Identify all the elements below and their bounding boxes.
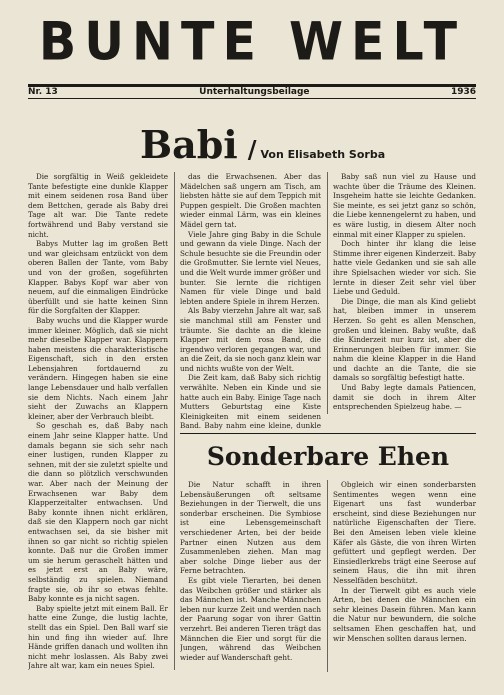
paragraph: Baby spielte jetzt mit einem Ball. Er hatte eine Zunge, die lustig lachte, stellt das ein Spiel. Den Ball warf sie hin und fing ihn wieder auf. Ihre Hände griffen danach und wollten ihn nicht mehr loslassen. Als Baby zwei Jahre alt war, kam ein neues Spiel. (28, 603, 168, 670)
paragraph: Babys Mutter lag im großen Bett und war gleichsam entzückt von dem oberen Ballen der Tante, vom Baby und von der großen, sogeführten Klapper. Babys Kopf war aber von neuem, auf die einmaligen Eindrücke überfüllt und sie hatte keinen Sinn für die Sorgfalten der Klapper. (28, 239, 168, 316)
paragraph: Baby wuchs und die Klapper wurde immer kleiner. Möglich, daß sie nicht mehr dieselbe Klapper war. Klappern haben meistens die charakteristische Eigenschaft, sich in den ersten Lebensjahren fortdauernd zu verändern. Hingegen haben sie eine lange Lebensdauer und halb verfallen sie dem Nichts. Nach einem Jahr sieht der Zuwachs an Klappern kleiner, aber der Verbrauch bleibt. (28, 315, 168, 421)
paragraph: Die sorgfältig in Weiß gekleidete Tante befestigte eine dunkle Klapper mit einem seidenen rosa Band über dem Bettchen, gerade als Baby drei Tage alt war. Die Tante redete fortwährend und Baby verstand sie nicht. (28, 172, 168, 239)
issue-year: 1936 (450, 87, 476, 97)
paragraph: Die Zeit kam, daß Baby sich richtig verwählte. Neben ein Kinde und sie hatte auch ein Baby. Einige Tage nach Mutters Geburtstag eine Kiste Kleinigkeiten mit einem seidenen Band. Baby nahm eine kleine, dunkle (180, 373, 321, 430)
article-author: Von Elisabeth Sorba (260, 148, 386, 161)
column-divider (327, 480, 328, 672)
second-article-column-1 (180, 480, 321, 672)
issue-number: Nr. 13 (28, 87, 58, 97)
paragraph: Es gibt viele Tierarten, bei denen das Weibchen größer und stärker als das Männchen ist. Manche Männchen leben nur kurze Zeit und werden nach der Paarung sogar von ihrer Gattin verzehrt. Bei anderen Tieren trägt das Männchen die Eier und sorgt für die Jungen, während das Weibchen wieder auf Wanderschaft geht. (180, 575, 321, 662)
paragraph: In der Tierwelt gibt es auch viele Arten, bei denen die Männchen ein sehr kleines Dasein führen. Man kann die Natur nur bewundern, die solche seltsamen Ehen geschaffen hat, und wir Menschen sollten daraus lernen. (333, 585, 476, 643)
second-article-column-2 (333, 480, 476, 672)
paragraph: das die Erwachsenen. Aber das Mädelchen saß ungern am Tisch, am liebsten hätte sie auf dem Teppich mit Puppen gespielt. Die Großen machten wieder einmal Lärm, was ein kleines Mädel gern tat. (180, 172, 321, 229)
second-article-title: Sonderbare Ehen (206, 442, 450, 471)
article-headline (140, 120, 385, 170)
paragraph: Doch hinter ihr klang die leise Stimme ihrer eigenen Kinderzeit. Baby hatte viele Gedanken und sie sah alle ihre Spielsachen wieder vor sich. Sie lernte in dieser Zeit sehr viel über Liebe und Geduld. (333, 239, 476, 297)
masthead-rule-bottom (28, 98, 476, 99)
masthead-title: BUNTE WELT (38, 10, 466, 73)
article-column-3 (333, 172, 476, 414)
paragraph: Und Baby legte damals Patiencen, damit sie doch in ihrem Alter entsprechenden Spielzeug habe. — (333, 383, 476, 412)
paragraph: Viele Jahre ging Baby in die Schule und gewann da viele Dinge. Nach der Schule besuchte sie die Freundin oder die Großmutter. Sie lernte viel Neues, und die Welt wurde immer größer und bunter. Sie lernte die richtigen Namen für viele Dinge und bald lebten andere Spiele in ihrem Herzen. (180, 229, 321, 306)
title-separator: / (247, 135, 257, 164)
paragraph: So geschah es, daß Baby nach einem Jahr seine Klapper hatte. Und damals begann sie sich sehr nach einer lustigen, runden Klapper zu sehnen, mit der sie zuletzt spielte und die dann so plötzlich verschwunden war. Aber nach der Meinung der Erwachsenen war Baby dem Klapperzeitalter entwachsen. Und Baby konnte ihnen nicht erklären, daß sie den Klappern noch gar nicht entwachsen sei, da sie bisher mit ihnen so gar nicht so richtig spielen konnte. Daß nur die Großen immer um sie herum geraschelt hätten und es jetzt erst an Baby wäre, selbständig zu spielen. Niemand fragte sie, ob ihr so etwas fehlte. Baby konnte es ja nicht sagen. (28, 421, 168, 604)
paragraph: Als Baby vierzehn Jahre alt war, saß sie manchmal still am Fenster und träumte. Sie dachte an die kleine Klapper mit dem rosa Band, die irgendwo verloren gegangen war, und an die Zeit, da sie noch ganz klein war und nichts wußte von der Welt. (180, 306, 321, 373)
paragraph: Obgleich wir einen sonderbarsten Sentimentes wegen wenn eine Eigenart uns fast wunderbar erscheint, sind diese Beziehungen nur natürliche Eigenschaften der Tiere. Bei den Ameisen leben viele kleine Käfer als Gäste, die von ihren Wirten gefüttert und gepflegt werden. Der Einsiedlerkrebs trägt eine Seerose auf seinem Haus, die ihn mit ihren Nesselfäden beschützt. (333, 480, 476, 585)
column-divider (327, 172, 328, 414)
paragraph: Die Dinge, die man als Kind geliebt hat, bleiben immer in unserem Herzen. So geht es allen Menschen, großen und kleinen. Baby wußte, daß die Kinderzeit nur kurz ist, aber die Erinnerungen bleiben für immer. Sie nahm die kleine Klapper in die Hand und dachte an die Tante, die sie damals so sorgfältig befestigt hatte. (333, 296, 476, 383)
paragraph: Baby saß nun viel zu Hause und wachte über die Träume des Kleinen. Insgeheim hatte sie leichte Gedanken. Sie meinte, es sei jetzt ganz so schön, die Liebe kennengelernt zu haben, und es wäre lustig, in diesem Alter noch einmal mit einer Klapper zu spielen. (333, 172, 476, 239)
article-column-2 (180, 172, 321, 430)
section-divider (180, 433, 476, 434)
paragraph: Die Natur schafft in ihren Lebensäußerungen oft seltsame Beziehungen in der Tierwelt, die uns sonderbar erscheinen. Die Symbiose ist eine Lebensgemeinschaft verschiedener Arten, bei der beide Partner einen Nutzen aus dem Zusammenleben ziehen. Man mag aber solche Dinge lieber aus der Ferne betrachten. (180, 480, 321, 576)
info-bar (28, 86, 476, 98)
section-label: Unterhaltungsbeilage (199, 87, 310, 97)
article-title: Babi (140, 122, 238, 167)
article-column-1 (28, 172, 168, 670)
column-divider (174, 172, 175, 670)
